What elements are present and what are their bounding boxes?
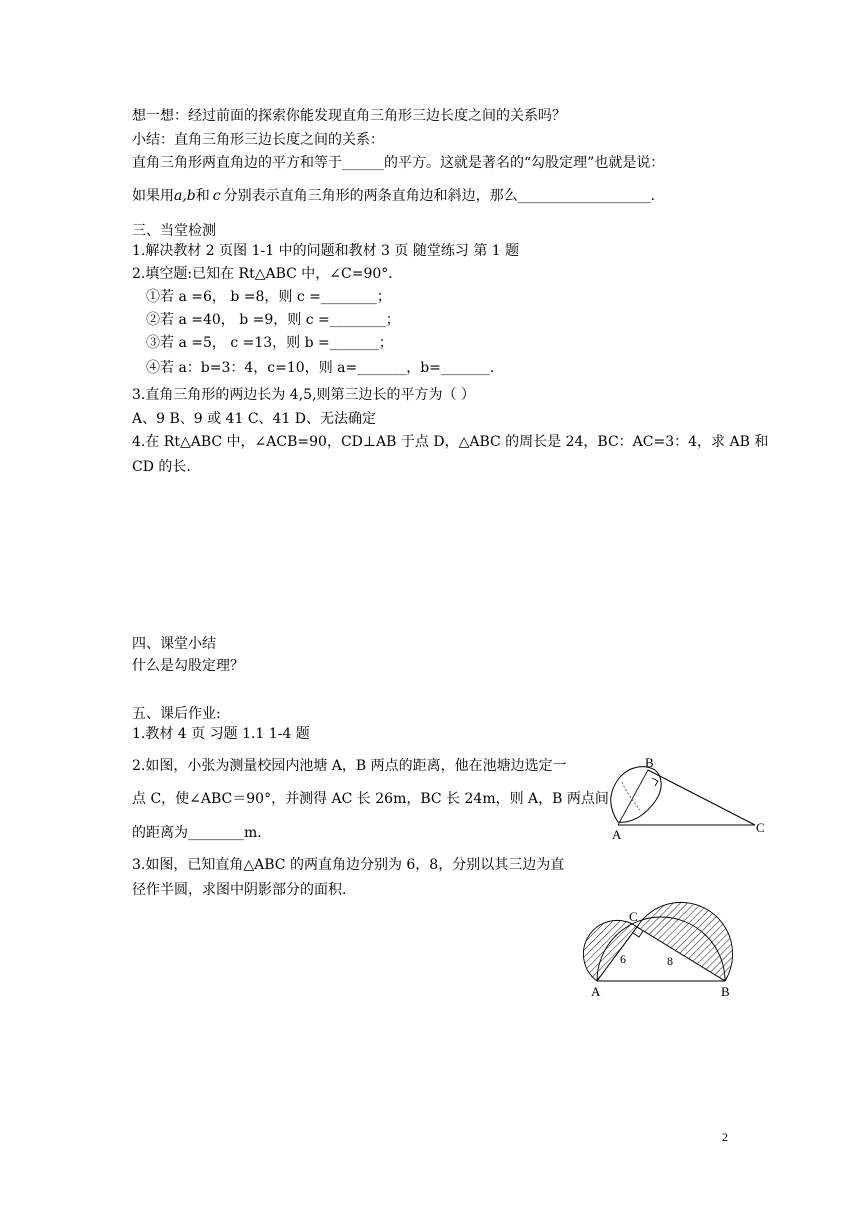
- exercise-4: 4.在 Rt△ABC 中，∠ACB=90，CD⊥AB 于点 D，△ABC 的周长是 24，BC：AC=3：4，求 AB 和: [132, 434, 769, 450]
- label-a: A: [612, 827, 622, 842]
- pond-texture: [622, 782, 640, 810]
- summary-question: 什么是勾股定理？: [132, 658, 244, 674]
- fill-blank-item: ③若 a =5， c =13，则 b =_______；: [146, 335, 393, 351]
- right-angle-mark: [652, 778, 658, 786]
- pond-outline: [611, 767, 661, 823]
- text-fragment: 和: [195, 188, 210, 204]
- label-six: 6: [620, 952, 626, 966]
- fill-blank-item: ④若 a：b=3：4，c=10，则 a=_______，b=_______.: [146, 360, 495, 376]
- page-number: 2: [722, 1130, 728, 1144]
- label-a: A: [591, 984, 601, 999]
- semicircles-figure: [575, 895, 740, 1005]
- label-c: C: [756, 820, 765, 835]
- variable-c: c: [212, 188, 221, 204]
- variable-ab: a,b: [174, 188, 196, 204]
- homework-2: 2.如图，小张为测量校园内池塘 A，B 两点的距离，他在池塘边选定一: [132, 758, 567, 774]
- text-fragment: 如果用: [132, 188, 174, 204]
- homework-2-cont: 点 C，使∠ABC＝90°，并测得 AC 长 26m，BC 长 24m，则 A，B 两点间: [132, 791, 609, 807]
- label-eight: 8: [667, 954, 673, 968]
- pond-triangle-figure: [600, 752, 780, 847]
- exercise-3-options: A、9 B、9 或 41 C、41 D、无法确定: [132, 411, 377, 427]
- segment-bc: [648, 770, 755, 825]
- section-heading: 三、当堂检测: [132, 223, 216, 239]
- exercise-2: 2.填空题:已知在 Rt△ABC 中，∠C=90°．: [132, 266, 403, 282]
- summary-statement: 直角三角形两直角边的平方和等于______的平方。这就是著名的“勾股定理”也就是说：: [132, 155, 665, 171]
- exercise-4-cont: CD 的长.: [132, 459, 191, 475]
- text-fragment: 分别表示直角三角形的两条直角边和斜边，那么___________________.: [223, 188, 656, 204]
- label-c: C: [629, 909, 638, 924]
- exercise-1: 1.解决教材 2 页图 1-1 中的问题和教材 3 页 随堂练习 第 1 题: [132, 243, 520, 259]
- homework-2-cont: 的距离为________m.: [132, 825, 262, 841]
- homework-1: 1.教材 4 页 习题 1.1 1-4 题: [132, 726, 310, 742]
- fill-blank-item: ①若 a =6， b =8，则 c =________；: [146, 289, 391, 305]
- label-b: B: [721, 984, 730, 999]
- fill-blank-item: ②若 a =40， b =9，则 c =________；: [146, 312, 400, 328]
- exercise-3: 3.直角三角形的两边长为 4,5,则第三边长的平方为（ ）: [132, 387, 475, 403]
- segment-ab: [618, 770, 648, 825]
- summary-line: 小结：直角三角形三边长度之间的关系：: [132, 132, 384, 148]
- section-heading: 五、课后作业:: [132, 706, 221, 722]
- think-line: 想一想：经过前面的探索你能发现直角三角形三边长度之间的关系吗？: [132, 108, 566, 124]
- theorem-statement: [132, 186, 655, 206]
- homework-3-cont: 径作半圆，求图中阴影部分的面积.: [132, 882, 347, 898]
- homework-3: 3.如图，已知直角△ABC 的两直角边分别为 6，8，分别以其三边为直: [132, 857, 565, 873]
- section-heading: 四、课堂小结: [132, 636, 216, 652]
- label-b: B: [645, 755, 654, 770]
